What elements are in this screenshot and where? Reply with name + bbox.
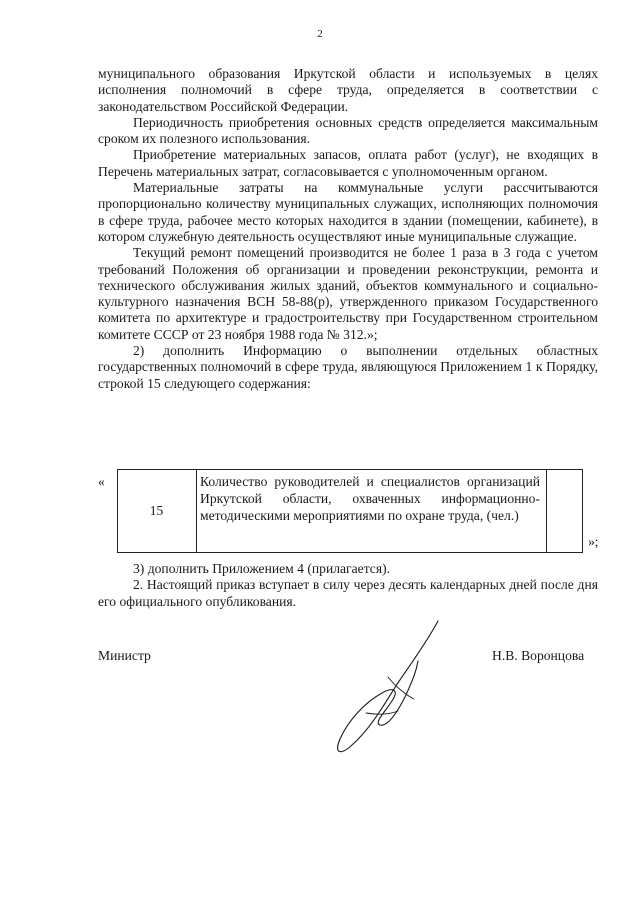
- paragraph-repair: Текущий ремонт помещений производится не более 1 раза в 3 года с учетом требований Положения об организации и проведении реконструкции, ремонта и технического обслуживания жилых зданий, объектов коммунального и социально-культурного назначения ВСН 58-88(р), утвержденного приказом Государственного комитета по архитектуре и градостроительству при Государственном строительном комитете СССР от 23 ноября 1988 года № 312.»;: [98, 245, 598, 342]
- table-row-text: Количество руководителей и специалистов организаций Иркутской области, охваченных информационно-методическими мероприятиями по охране труда, (чел.): [200, 474, 540, 523]
- paragraph-add-appendix: 3) дополнить Приложением 4 (прилагается).: [133, 561, 391, 576]
- table-open-quote: «: [98, 474, 105, 489]
- table-empty-cell: [546, 469, 583, 553]
- paragraph-utilities: Материальные затраты на коммунальные услуги рассчитываются пропорционально количеству муниципальных служащих, исполняющих полномочия в сфере труда, рабочее место которых находится в здании (помещении, кабинете), в котором служебную деятельность осуществляют иные муниципальные служащие.: [98, 180, 598, 244]
- paragraph-periodicity: Периодичность приобретения основных средств определяется максимальным сроком их полезного использования.: [98, 114, 598, 147]
- page-number: 2: [317, 28, 323, 40]
- paragraph-effective-date: 2. Настоящий приказ вступает в силу через десять календарных дней после дня его официального опубликования.: [98, 577, 598, 609]
- table-row-number: 15: [117, 469, 197, 553]
- signature-role: Министр: [98, 648, 151, 663]
- body-text-bottom: [98, 561, 598, 610]
- paragraph-continuation: муниципального образования Иркутской области и используемых в целях исполнения полномочий в сфере труда, определяется в соответствии с законодательством Российской Федерации.: [98, 66, 598, 114]
- table-close-quote: »;: [588, 534, 599, 549]
- body-text-top: [98, 66, 598, 392]
- paragraph-amend-information: 2) дополнить Информацию о выполнении отдельных областных государственных полномочий в сфере труда, являющуюся Приложением 1 к Порядку, строкой 15 следующего содержания:: [98, 343, 598, 391]
- handwritten-signature: [326, 617, 456, 767]
- paragraph-acquisition: Приобретение материальных запасов, оплата работ (услуг), не входящих в Перечень материальных затрат, согласовывается с уполномоченным органом.: [98, 147, 598, 179]
- signature-name: Н.В. Воронцова: [492, 648, 585, 663]
